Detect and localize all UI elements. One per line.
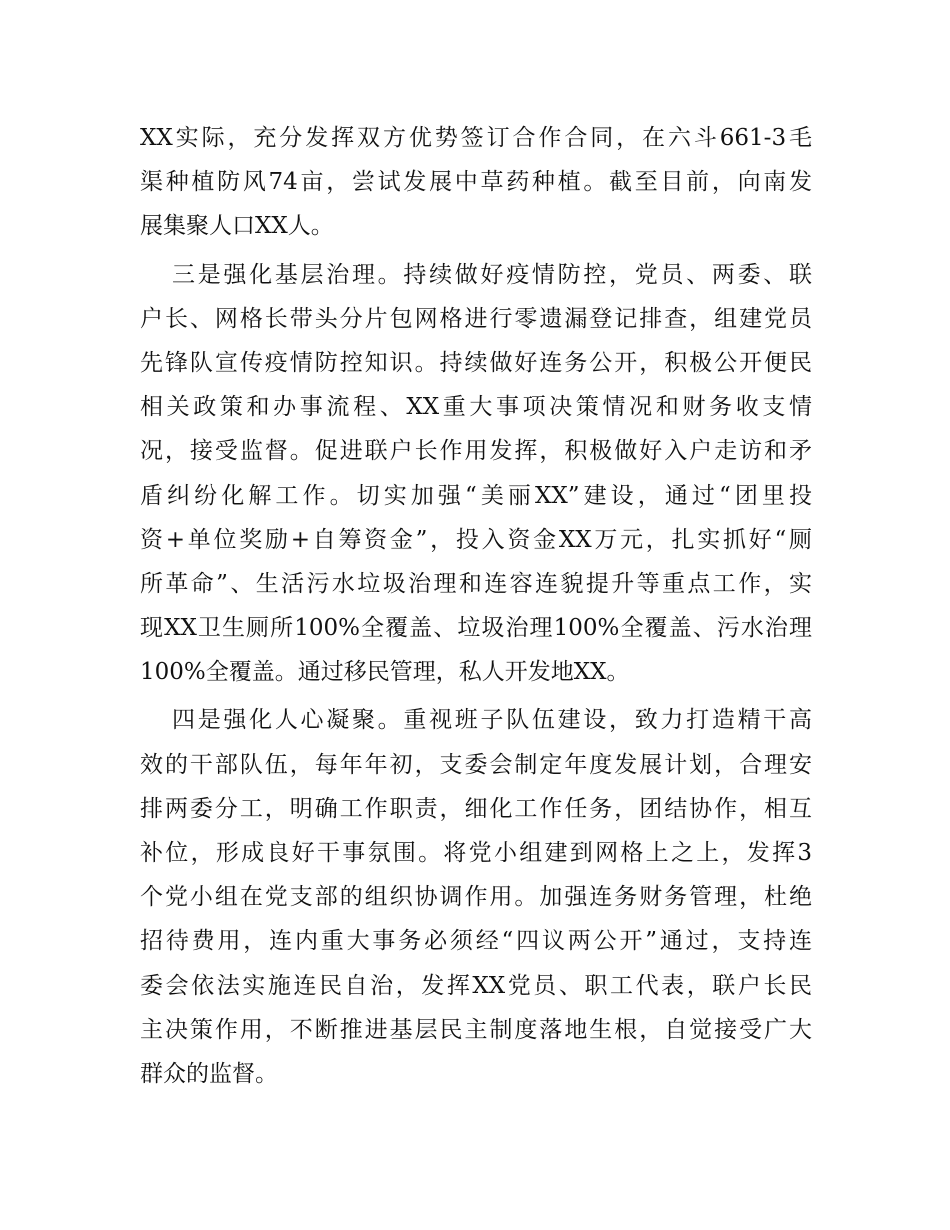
text-line: 个党小组在党支部的组织协调作用。加强连务财务管理，杜绝 — [140, 884, 812, 911]
text-line: 主决策作用，不断推进基层民主制度落地生根，自觉接受广大 — [140, 1016, 812, 1043]
text-line: 所革命”、生活污水垃圾治理和连容连貌提升等重点工作，实 — [140, 570, 812, 597]
text-line: 盾纠纷化解工作。切实加强“美丽XX”建设，通过“团里投 — [140, 482, 812, 509]
text-line: 相关政策和办事流程、XX重大事项决策情况和财务收支情 — [140, 394, 812, 421]
text-line: 效的干部队伍，每年年初，支委会制定年度发展计划，合理安 — [140, 751, 812, 778]
paragraph-2 — [140, 253, 812, 695]
paragraph-1 — [140, 116, 812, 249]
text-line: 户长、网格长带头分片包网格进行零遗漏登记排查，组建党员 — [140, 305, 812, 332]
text-line: 况，接受监督。促进联户长作用发挥，积极做好入户走访和矛 — [140, 438, 812, 465]
document-body — [140, 116, 812, 1100]
text-line: 现XX卫生厕所100%全覆盖、垃圾治理100%全覆盖、污水治理 — [140, 615, 812, 642]
text-line: 四是强化人心凝聚。重视班子队伍建设，致力打造精干高 — [172, 707, 812, 734]
text-line: 展集聚人口XX人。 — [140, 213, 334, 240]
text-line: 100%全覆盖。通过移民管理，私人开发地XX。 — [140, 659, 630, 686]
text-line: 委会依法实施连民自治，发挥XX党员、职工代表，联户长民 — [140, 972, 812, 999]
text-line: XX实际，充分发挥双方优势签订合作合同，在六斗661-3毛 — [140, 125, 812, 151]
text-line: 资+单位奖励+自筹资金”，投入资金XX万元，扎实抓好“厕 — [140, 526, 812, 553]
text-line: 三是强化基层治理。持续做好疫情防控，党员、两委、联 — [172, 261, 812, 288]
text-line: 补位，形成良好干事氛围。将党小组建到网格上之上，发挥3 — [140, 840, 812, 866]
text-line: 先锋队宣传疫情防控知识。持续做好连务公开，积极公开便民 — [140, 349, 812, 376]
text-line: 群众的监督。 — [140, 1060, 278, 1087]
paragraph-3 — [140, 698, 812, 1096]
text-line: 排两委分工，明确工作职责，细化工作任务，团结协作，相互 — [140, 795, 812, 822]
text-line: 招待费用，连内重大事务必须经“四议两公开”通过，支持连 — [140, 928, 812, 955]
text-line: 渠种植防风74亩，尝试发展中草药种植。截至目前，向南发 — [140, 169, 812, 196]
